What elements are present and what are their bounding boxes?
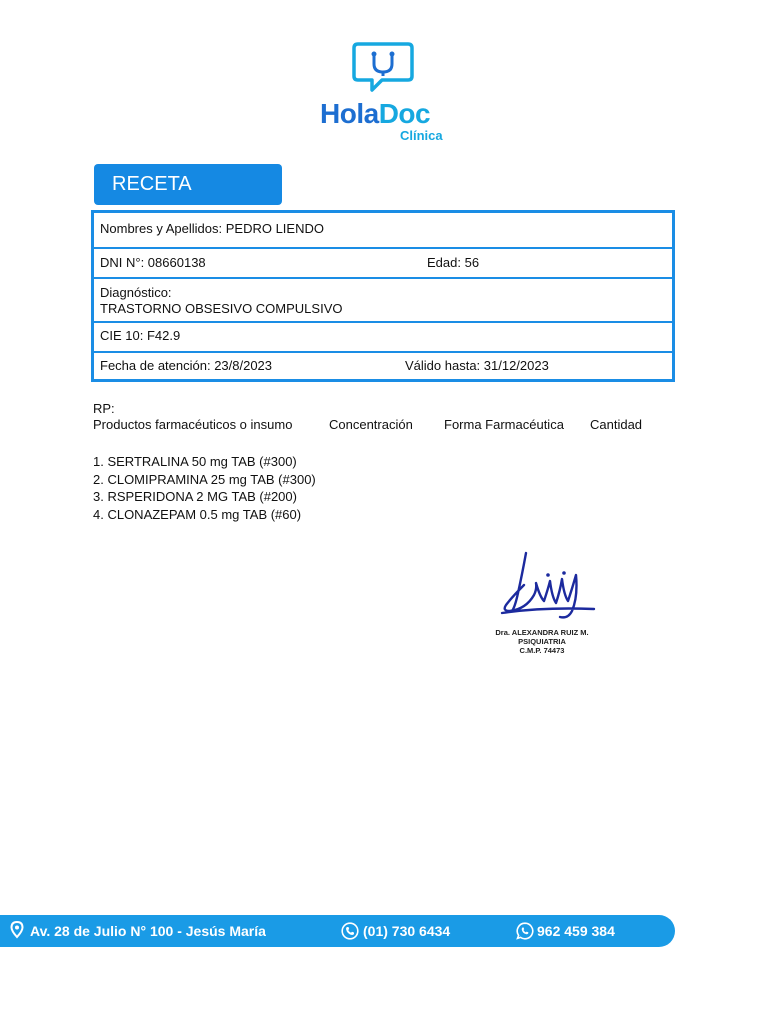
cie-code: CIE 10: F42.9 xyxy=(100,328,181,343)
diagnosis-label: Diagnóstico: xyxy=(100,285,172,300)
signature-scribble xyxy=(482,545,602,625)
patient-info-table xyxy=(91,210,675,382)
patient-age: Edad: 56 xyxy=(427,255,480,270)
whatsapp-number: 962 459 384 xyxy=(537,923,615,939)
header-form: Forma Farmacéutica xyxy=(444,417,564,432)
medication-item: 2. CLOMIPRAMINA 25 mg TAB (#300) xyxy=(93,471,316,487)
document-title: RECETA xyxy=(94,164,282,205)
doctor-name: Dra. ALEXANDRA RUIZ M. xyxy=(495,628,589,637)
diagnosis-value: TRASTORNO OBSESIVO COMPULSIVO xyxy=(100,301,343,316)
doctor-specialty: PSIQUIATRIA xyxy=(518,637,566,646)
medication-item: 4. CLONAZEPAM 0.5 mg TAB (#60) xyxy=(93,506,302,522)
rp-label: RP: xyxy=(93,401,115,416)
doctor-signature-stamp xyxy=(482,545,602,655)
medication-item: 1. SERTRALINA 50 mg TAB (#300) xyxy=(93,454,297,469)
whatsapp-icon xyxy=(516,922,534,940)
patient-name-row xyxy=(94,213,672,249)
dates-row xyxy=(94,351,672,382)
brand-name-part2: Doc xyxy=(378,98,431,129)
location-pin-icon xyxy=(10,921,24,939)
address-text: Av. 28 de Julio N° 100 - Jesús María xyxy=(30,923,266,939)
medication-item: 3. RSPERIDONA 2 MG TAB (#200) xyxy=(93,489,297,504)
diagnosis-row xyxy=(94,277,672,323)
chat-stethoscope-icon xyxy=(352,42,414,94)
clinic-logo xyxy=(318,42,450,146)
patient-dni: DNI N°: 08660138 xyxy=(100,255,206,270)
attention-date: Fecha de atención: 23/8/2023 xyxy=(100,358,273,373)
phone-number: (01) 730 6434 xyxy=(363,923,451,939)
doctor-credentials xyxy=(482,628,602,655)
contact-footer xyxy=(0,915,675,947)
header-concentration: Concentración xyxy=(329,417,413,432)
phone-icon xyxy=(341,922,359,940)
cie-row xyxy=(94,321,672,353)
header-products: Productos farmacéuticos o insumo xyxy=(93,417,293,432)
brand-subtitle: Clínica xyxy=(400,128,443,143)
doctor-cmp: C.M.P. 74473 xyxy=(519,646,565,655)
medication-list xyxy=(93,453,316,523)
patient-id-row xyxy=(94,247,672,279)
brand-name-part1: Hola xyxy=(320,98,379,129)
valid-until-date: Válido hasta: 31/12/2023 xyxy=(405,358,549,373)
brand-name xyxy=(320,98,430,130)
patient-name: Nombres y Apellidos: PEDRO LIENDO xyxy=(100,221,324,236)
header-quantity: Cantidad xyxy=(590,417,643,432)
